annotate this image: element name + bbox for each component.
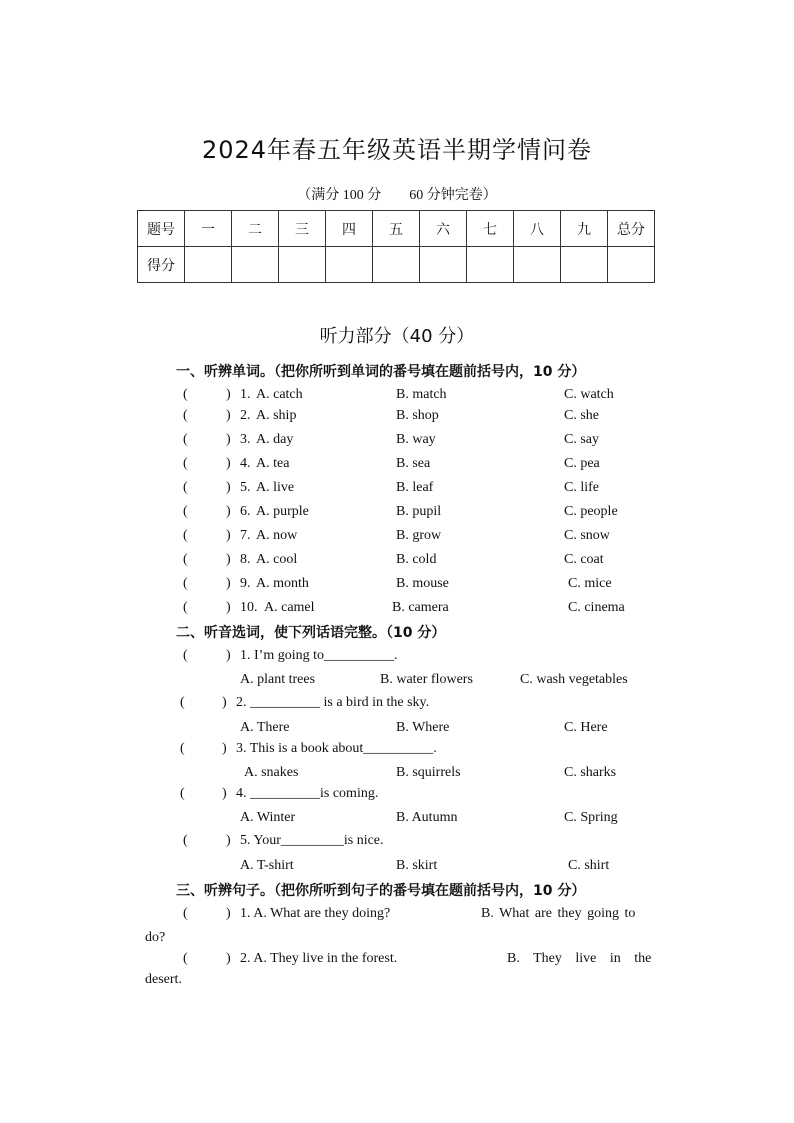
answer-paren-close: ) — [222, 786, 227, 801]
option-b: B. sea — [396, 456, 431, 471]
question-number: 4. — [240, 456, 251, 471]
section1-title: 一、听辨单词。（把你所听到单词的番号填在题前括号内，10 分） — [176, 364, 586, 380]
option-c: C. she — [564, 408, 599, 423]
option-b: B. What are they going to — [481, 906, 636, 921]
option-c: C. mice — [568, 576, 612, 591]
option-c: C. cinema — [568, 600, 625, 615]
answer-paren-close: ) — [226, 600, 231, 615]
score-cell[interactable] — [373, 247, 420, 283]
answer-paren-close: ) — [226, 833, 231, 848]
option-a: A. day — [256, 432, 294, 447]
exam-info: （满分 100 分 60 分钟完卷） — [297, 188, 497, 203]
answer-paren-close: ) — [226, 951, 231, 966]
answer-paren-open[interactable]: ( — [183, 906, 188, 921]
answer-paren-open[interactable]: ( — [183, 480, 188, 495]
answer-paren-open[interactable]: ( — [183, 576, 188, 591]
score-table-score-row — [138, 247, 655, 283]
answer-paren-open[interactable]: ( — [183, 833, 188, 848]
score-table-header-row — [138, 211, 655, 247]
option-b: B. leaf — [396, 480, 434, 495]
row-label: 得分 — [138, 247, 185, 283]
option-b: B. shop — [396, 408, 439, 423]
answer-paren-open[interactable]: ( — [180, 786, 185, 801]
score-cell[interactable] — [232, 247, 279, 283]
option-a: A. live — [256, 480, 295, 495]
header-cell: 四 — [326, 211, 373, 247]
answer-paren-open[interactable]: ( — [183, 387, 188, 402]
answer-paren-open[interactable]: ( — [183, 432, 188, 447]
score-cell[interactable] — [608, 247, 655, 283]
question-number: 3. — [240, 432, 251, 447]
option-c: C. Spring — [564, 810, 618, 825]
option-b: B. pupil — [396, 504, 442, 519]
header-cell: 三 — [279, 211, 326, 247]
answer-paren-open[interactable]: ( — [183, 951, 188, 966]
option-b: B. cold — [396, 552, 437, 567]
option-c: C. Here — [564, 720, 608, 735]
part-title: 听力部分（40 分） — [319, 326, 475, 347]
option-a: A. tea — [256, 456, 290, 471]
option-a: 2. A. They live in the forest. — [240, 951, 398, 966]
option-a: A. ship — [256, 408, 297, 423]
question-number: 1. — [240, 387, 251, 402]
answer-paren-open[interactable]: ( — [183, 528, 188, 543]
option-b: B. water flowers — [380, 672, 473, 687]
header-cell: 六 — [420, 211, 467, 247]
option-b: B. They live in the — [507, 951, 652, 966]
option-a: A. T-shirt — [240, 858, 294, 873]
option-b: B. way — [396, 432, 436, 447]
answer-paren-close: ) — [226, 552, 231, 567]
section2-title: 二、听音选词，使下列话语完整。（10 分） — [176, 625, 446, 641]
option-b: B. skirt — [396, 858, 438, 873]
score-cell[interactable] — [514, 247, 561, 283]
option-a: A. snakes — [244, 765, 299, 780]
header-cell: 二 — [232, 211, 279, 247]
answer-paren-close: ) — [226, 387, 231, 402]
score-table — [137, 210, 655, 283]
option-a: A. now — [256, 528, 298, 543]
question-number: 2. — [240, 408, 251, 423]
option-b: B. match — [396, 387, 447, 402]
answer-paren-close: ) — [222, 695, 227, 710]
answer-paren-open[interactable]: ( — [183, 600, 188, 615]
question-number: 6. — [240, 504, 251, 519]
option-b: B. Autumn — [396, 810, 458, 825]
header-cell: 五 — [373, 211, 420, 247]
option-c: C. shirt — [568, 858, 610, 873]
option-b-continuation: desert. — [145, 972, 182, 987]
score-cell[interactable] — [561, 247, 608, 283]
option-c: C. people — [564, 504, 618, 519]
option-c: C. pea — [564, 456, 600, 471]
answer-paren-close: ) — [226, 576, 231, 591]
header-cell: 八 — [514, 211, 561, 247]
option-a: A. plant trees — [240, 672, 316, 687]
option-b: B. squirrels — [396, 765, 461, 780]
question-stem: 1. I’m going to__________. — [240, 648, 398, 663]
answer-paren-open[interactable]: ( — [183, 504, 188, 519]
section3-title: 三、听辨句子。（把你所听到句子的番号填在题前括号内，10 分） — [176, 883, 586, 899]
option-c: C. sharks — [564, 765, 617, 780]
question-stem: 5. Your_________is nice. — [240, 833, 384, 848]
answer-paren-close: ) — [226, 432, 231, 447]
header-cell: 题号 — [138, 211, 185, 247]
question-number: 9. — [240, 576, 251, 591]
score-cell[interactable] — [467, 247, 514, 283]
score-cell[interactable] — [326, 247, 373, 283]
option-a: A. Winter — [240, 810, 296, 825]
answer-paren-close: ) — [226, 648, 231, 663]
header-cell: 七 — [467, 211, 514, 247]
option-b: B. grow — [396, 528, 442, 543]
option-a: A. There — [240, 720, 290, 735]
question-number: 10. — [240, 600, 258, 615]
option-b: B. Where — [396, 720, 450, 735]
question-stem: 3. This is a book about__________. — [236, 741, 437, 756]
option-a: 1. A. What are they doing? — [240, 906, 391, 921]
option-a: A. camel — [264, 600, 315, 615]
option-c: C. say — [564, 432, 599, 447]
question-stem: 2. __________ is a bird in the sky. — [236, 695, 430, 710]
option-b-continuation: do? — [145, 930, 166, 945]
answer-paren-open[interactable]: ( — [183, 552, 188, 567]
header-cell: 总分 — [608, 211, 655, 247]
header-cell: 九 — [561, 211, 608, 247]
score-cell[interactable] — [279, 247, 326, 283]
question-number: 5. — [240, 480, 251, 495]
answer-paren-close: ) — [226, 528, 231, 543]
answer-paren-open[interactable]: ( — [183, 408, 188, 423]
header-cell: 一 — [185, 211, 232, 247]
option-b: B. camera — [392, 600, 449, 615]
answer-paren-close: ) — [226, 408, 231, 423]
answer-paren-close: ) — [226, 456, 231, 471]
option-b: B. mouse — [396, 576, 449, 591]
answer-paren-open[interactable]: ( — [183, 456, 188, 471]
answer-paren-close: ) — [222, 741, 227, 756]
option-a: A. month — [256, 576, 309, 591]
question-number: 8. — [240, 552, 251, 567]
score-cell[interactable] — [185, 247, 232, 283]
answer-paren-open[interactable]: ( — [180, 741, 185, 756]
answer-paren-open[interactable]: ( — [180, 695, 185, 710]
answer-paren-close: ) — [226, 504, 231, 519]
option-c: C. coat — [564, 552, 604, 567]
question-number: 7. — [240, 528, 251, 543]
option-a: A. cool — [256, 552, 298, 567]
answer-paren-open[interactable]: ( — [183, 648, 188, 663]
option-a: A. catch — [256, 387, 303, 402]
option-c: C. watch — [564, 387, 614, 402]
option-c: C. wash vegetables — [520, 672, 628, 687]
option-c: C. snow — [564, 528, 610, 543]
answer-paren-close: ) — [226, 906, 231, 921]
option-c: C. life — [564, 480, 599, 495]
answer-paren-close: ) — [226, 480, 231, 495]
page-title: 2024年春五年级英语半期学情问卷 — [201, 136, 593, 164]
option-a: A. purple — [256, 504, 309, 519]
question-stem: 4. __________is coming. — [236, 786, 379, 801]
score-cell[interactable] — [420, 247, 467, 283]
